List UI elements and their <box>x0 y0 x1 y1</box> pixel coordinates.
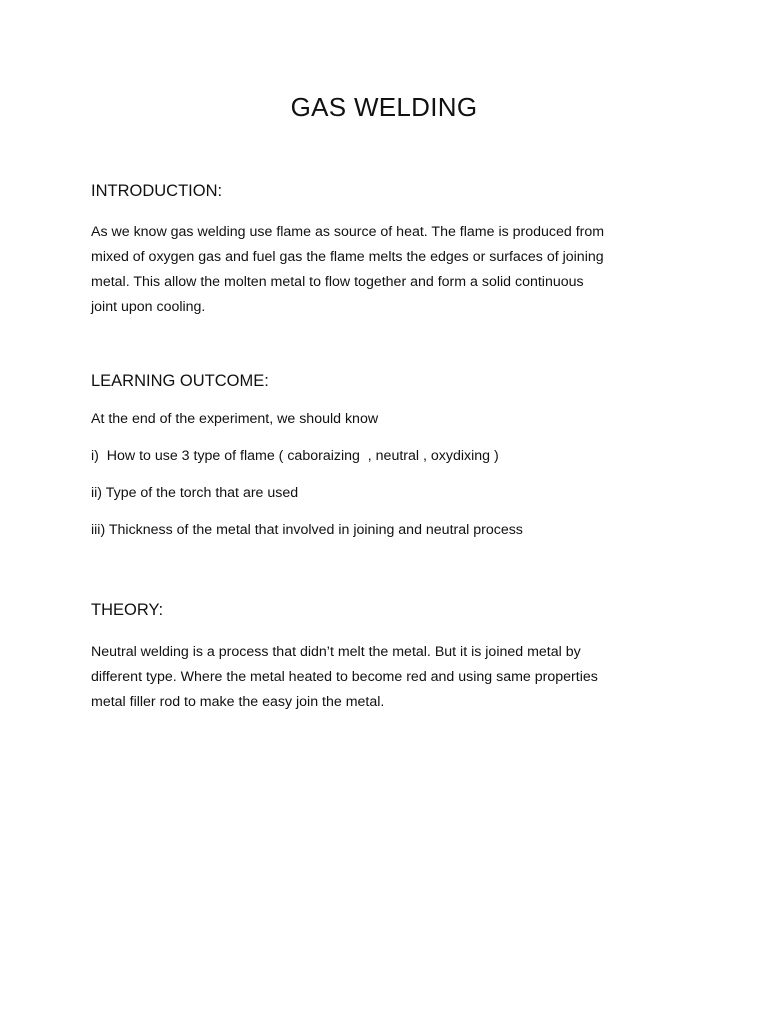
theory-heading: THEORY: <box>91 601 164 619</box>
theory-line: metal filler rod to make the easy join the metal. <box>91 694 385 710</box>
document-title: GAS WELDING <box>290 92 478 122</box>
introduction-paragraph <box>91 220 681 320</box>
theory-line: Neutral welding is a process that didn’t melt the metal. But it is joined metal by <box>91 644 581 660</box>
introduction-heading: INTRODUCTION: <box>91 182 223 200</box>
introduction-line: As we know gas welding use flame as source of heat. The flame is produced from <box>91 224 605 240</box>
introduction-line: mixed of oxygen gas and fuel gas the flame melts the edges or surfaces of joining <box>91 249 604 265</box>
introduction-line: metal. This allow the molten metal to flow together and form a solid continuous <box>91 274 584 290</box>
theory-paragraph <box>91 640 681 715</box>
learning-outcome-item: ii) Type of the torch that are used <box>91 485 299 501</box>
theory-line: different type. Where the metal heated to become red and using same properties <box>91 669 598 685</box>
learning-outcome-item: i) How to use 3 type of flame ( caboraizing , neutral , oxydixing ) <box>91 448 499 464</box>
learning-outcome-lead: At the end of the experiment, we should know <box>91 411 379 427</box>
learning-outcome-heading: LEARNING OUTCOME: <box>91 372 269 390</box>
learning-outcome-item: iii) Thickness of the metal that involved in joining and neutral process <box>91 522 523 538</box>
introduction-line: joint upon cooling. <box>91 299 206 315</box>
